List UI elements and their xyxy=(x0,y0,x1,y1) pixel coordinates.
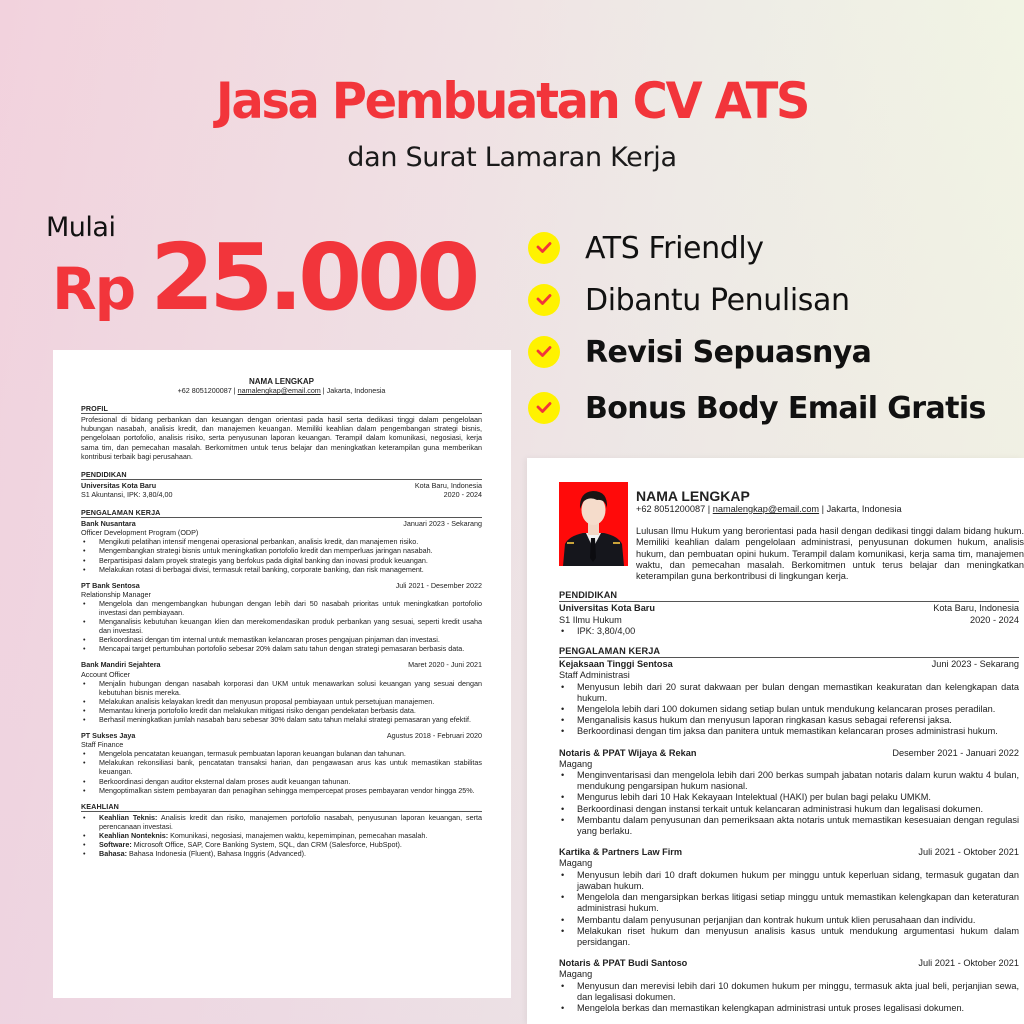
job-role: Relationship Manager xyxy=(81,589,151,599)
edu-period: 2020 - 2024 xyxy=(969,614,1019,625)
skill-item xyxy=(81,840,482,849)
job-bullet: • Berhasil meningkatkan jumlah nasabah baru sebesar 30% dalam satu tahun melalui strategi pemasaran yang efektif. xyxy=(81,715,482,724)
cv-email: namalengkap@email.com xyxy=(712,504,820,514)
price-amount: 25.000 xyxy=(150,224,476,331)
job-bullet: • Menjalin hubungan dengan nasabah korporasi dan UKM untuk menawarkan solusi keuangan yang sesuai dengan kebutuhan bisnis mereka. xyxy=(81,679,482,697)
job-company: Notaris & PPAT Budi Santoso xyxy=(559,958,688,969)
cv-sample-banking xyxy=(53,350,511,998)
check-icon xyxy=(528,392,560,424)
job-bullet: • Menyusun lebih dari 10 draft dokumen hukum per minggu untuk keperluan sidang, termasuk gugatan dan jawaban hukum. xyxy=(559,870,1019,892)
skill-item xyxy=(81,849,482,858)
cv-email: namalengkap@email.com xyxy=(237,386,321,396)
edu-period: 2020 - 2024 xyxy=(443,489,482,499)
job-company: Notaris & PPAT Wijaya & Rekan xyxy=(559,747,697,758)
cv-sample-law xyxy=(527,458,1024,1024)
job-bullet: • Menyusun dan merevisi lebih dari 10 dokumen hukum per minggu, termasuk akta jual beli, perjanjian sewa, dan legalisasi dokumen. xyxy=(559,981,1019,1003)
section-title-skills: KEAHLIAN xyxy=(81,802,482,812)
cv-name: NAMA LENGKAP xyxy=(636,488,750,504)
job-bullet: • Menginventarisasi dan mengelola lebih dari 200 berkas sumpah jabatan notaris dalam kurun waktu 4 bulan, mendukung pengarsipan hukum nasional. xyxy=(559,770,1019,792)
job-bullet: • Membantu dalam penyusunan perjanjian dan kontrak hukum untuk klien perusahaan dan individu. xyxy=(559,915,1019,926)
edu-degree: S1 Akuntansi, IPK: 3,80/4,00 xyxy=(81,489,173,499)
job-bullet: • Mengembangkan strategi bisnis untuk meningkatkan portofolio kredit dan memperluas jaringan nasabah. xyxy=(81,546,482,555)
job-period: Desember 2021 - Januari 2022 xyxy=(892,747,1019,758)
job-role: Magang xyxy=(559,969,593,980)
job-bullet: • Berkoordinasi dengan instansi terkait untuk kelancaran administrasi hukum dan legalisasi dokumen. xyxy=(559,804,1019,815)
cv-profile: Lulusan Ilmu Hukum yang berorientasi pada hasil dengan dedikasi tinggi dalam bidang hukum. Memiliki keahlian dalam pengelolaan administrasi, penyusunan dokumen hukum, analisis hukum, dan pembuatan opini hukum. Terampil dalam komunikasi, kerja sama tim, manajemen waktu, dan pemecahan masalah. Berkomitmen untuk terus belajar dan meningkatkan keterampilan guna berkontribusi di lingkungan kerja. xyxy=(636,526,1024,582)
skill-item xyxy=(81,813,482,831)
job-bullet: • Mengikuti pelatihan intensif mengenai operasional perbankan, analisis kredit, dan manajemen risiko. xyxy=(81,537,482,546)
section-title-experience: PENGALAMAN KERJA xyxy=(81,508,482,518)
cv-body xyxy=(559,590,1019,1014)
headline: Jasa Pembuatan CV ATS xyxy=(215,72,809,130)
job-role: Account Officer xyxy=(81,669,131,679)
job-role: Officer Development Program (ODP) xyxy=(81,528,199,538)
job-bullet: • Berkoordinasi dengan auditor eksternal dalam proses audit keuangan tahunan. xyxy=(81,777,482,786)
job-role: Staff Administrasi xyxy=(559,670,630,681)
job-period: Juni 2023 - Sekarang xyxy=(931,659,1019,670)
job-entry xyxy=(559,659,1019,737)
profile-photo xyxy=(559,482,628,566)
cv-location: | Jakarta, Indonesia xyxy=(819,504,902,514)
skill-label: Software: xyxy=(99,840,132,850)
job-entry xyxy=(559,958,1019,1014)
job-bullet: • Mencapai target pertumbuhan portofolio sebesar 20% dalam satu tahun dengan strategi pemasaran berbasis data. xyxy=(81,644,482,653)
job-company: PT Sukses Jaya xyxy=(81,731,136,741)
price xyxy=(52,224,475,331)
job-bullet: • Memantau kinerja portofolio kredit dan melakukan mitigasi risiko dengan pendekatan berbasis data. xyxy=(81,706,482,715)
skill-label: Keahlian Nonteknis: xyxy=(99,831,169,841)
job-period: Maret 2020 - Juni 2021 xyxy=(408,660,482,670)
edu-location: Kota Baru, Indonesia xyxy=(414,480,482,490)
section-title-profile: PROFIL xyxy=(81,404,482,414)
job-entry xyxy=(81,660,482,724)
job-period: Agustus 2018 - Februari 2020 xyxy=(386,731,482,741)
edu-school: Universitas Kota Baru xyxy=(559,603,655,614)
skill-text: Bahasa Indonesia (Fluent), Bahasa Inggris (Advanced). xyxy=(126,849,306,859)
feature-label: Dibantu Penulisan xyxy=(585,282,850,318)
job-bullet: • Menyusun lebih dari 20 surat dakwaan per bulan dengan memastikan keakuratan dan kelengkapan data hukum. xyxy=(559,682,1019,704)
job-company: Kartika & Partners Law Firm xyxy=(559,847,683,858)
job-company: Bank Mandiri Sejahtera xyxy=(81,660,161,670)
section-title-education: PENDIDIKAN xyxy=(81,470,482,480)
job-bullet: • Berkoordinasi dengan tim internal untuk memastikan kelancaran proses pengajuan pinjaman dan investasi. xyxy=(81,635,482,644)
skill-text: Microsoft Office, SAP, Core Banking System, SQL, dan CRM (Salesforce, HubSpot). xyxy=(131,840,402,850)
job-role: Magang xyxy=(559,758,593,769)
skill-label: Keahlian Teknis: xyxy=(99,812,158,822)
cv-phone: +62 8051200087 | xyxy=(636,504,713,514)
feature-label: Bonus Body Email Gratis xyxy=(585,390,986,426)
cv-header-info xyxy=(636,482,1024,582)
job-bullet: • Melakukan rekonsiliasi bank, pencatatan transaksi harian, dan pengawasan arus kas untuk memastikan stabilitas keuangan. xyxy=(81,758,482,776)
job-entry xyxy=(559,847,1019,948)
job-bullet: • Menganalisis kebutuhan keuangan klien dan merekomendasikan produk perbankan yang sesuai, seperti kredit usaha dan investasi. xyxy=(81,617,482,635)
edu-degree: S1 Ilmu Hukum xyxy=(559,614,622,625)
job-period: Juli 2021 - Desember 2022 xyxy=(395,580,482,590)
cv-header xyxy=(559,482,1024,582)
price-currency: Rp xyxy=(52,255,135,323)
job-period: Juli 2021 - Oktober 2021 xyxy=(918,847,1019,858)
job-period: Juli 2021 - Oktober 2021 xyxy=(918,958,1019,969)
cv-profile: Profesional di bidang perbankan dan keuangan dengan orientasi pada hasil serta dedikasi tinggi dalam pengelolaan hubungan nasabah, analisis kredit, dan manajemen keuangan. Memiliki keahlian dalam pengembangan strategi bisnis, pengelolaan portofolio, analisis risiko, serta penyusunan laporan keuangan. Terampil dalam komunikasi, negosiasi, kerja sama tim, dan pemecahan masalah. Berkomitmen untuk terus belajar dan meningkatkan keterampilan guna memberikan kontribusi terbaik bagi perusahaan. xyxy=(81,415,482,461)
check-icon xyxy=(528,336,560,368)
job-company: PT Bank Sentosa xyxy=(81,580,140,590)
check-icon xyxy=(528,232,560,264)
job-bullet: • Mengelola berkas dan memastikan kelengkapan administrasi untuk proses legalisasi dokumen. xyxy=(559,1003,1019,1014)
job-company: Kejaksaan Tinggi Sentosa xyxy=(559,659,673,670)
job-entry xyxy=(81,519,482,574)
job-bullet: • Mengoptimalkan sistem pembayaran dan penagihan sehingga mempercepat proses pembayaran vendor hingga 25%. xyxy=(81,786,482,795)
feature-item xyxy=(528,326,986,378)
job-bullet: • Melakukan rotasi di berbagai divisi, termasuk retail banking, corporate banking, dan risk management. xyxy=(81,565,482,574)
job-bullet: • Berkoordinasi dengan tim jaksa dan panitera untuk memastikan kelancaran proses administrasi hukum. xyxy=(559,726,1019,737)
job-company: Bank Nusantara xyxy=(81,519,136,529)
feature-label: ATS Friendly xyxy=(585,230,764,266)
job-bullet: • Mengelola dan mengembangkan hubungan dengan lebih dari 50 nasabah prioritas untuk meningkatkan portofolio investasi dan pembiayaan. xyxy=(81,599,482,617)
subheadline: dan Surat Lamaran Kerja xyxy=(347,142,677,173)
edu-gpa: • IPK: 3,80/4,00 xyxy=(559,626,1019,637)
job-entry xyxy=(81,581,482,654)
cv-name: NAMA LENGKAP xyxy=(248,377,315,386)
edu-location: Kota Baru, Indonesia xyxy=(933,603,1019,614)
price-prefix: Mulai xyxy=(46,212,116,243)
skill-text: Analisis kredit dan risiko, manajemen portofolio nasabah, penyusunan laporan keuangan, serta perencanaan investasi. xyxy=(99,812,482,831)
skill-text: Komunikasi, negosiasi, manajemen waktu, kepemimpinan, pemecahan masalah. xyxy=(168,831,428,841)
job-entry xyxy=(81,731,482,795)
edu-school: Universitas Kota Baru xyxy=(81,480,157,490)
feature-label: Revisi Sepuasnya xyxy=(585,334,872,370)
cv-phone: +62 8051200087 | xyxy=(177,386,238,396)
section-title-education: PENDIDIKAN xyxy=(559,590,1019,602)
job-role: Magang xyxy=(559,858,593,869)
job-entry xyxy=(559,748,1019,838)
job-bullet: • Berpartisipasi dalam proyek strategis yang berfokus pada digital banking dan inovasi produk keuangan. xyxy=(81,556,482,565)
job-bullet: • Mengelola pencatatan keuangan, termasuk pembuatan laporan keuangan bulanan dan tahunan. xyxy=(81,749,482,758)
feature-list xyxy=(528,222,986,434)
cv-location: | Jakarta, Indonesia xyxy=(320,386,386,396)
feature-item xyxy=(528,274,986,326)
skill-item xyxy=(81,831,482,840)
skill-label: Bahasa: xyxy=(99,849,127,859)
job-bullet: • Mengurus lebih dari 10 Hak Kekayaan Intelektual (HAKI) per bulan bagi pelaku UMKM. xyxy=(559,792,1019,803)
cv-contact xyxy=(636,504,1024,515)
feature-item xyxy=(528,382,986,434)
job-bullet: • Mengelola lebih dari 100 dokumen sidang setiap bulan untuk mendukung kelancaran proses peradilan. xyxy=(559,704,1019,715)
job-bullet: • Melakukan analisis kelayakan kredit dan menyusun proposal pembiayaan untuk persetujuan manajemen. xyxy=(81,697,482,706)
job-bullet: • Melakukan riset hukum dan menyusun analisis kasus untuk mendukung argumentasi hukum dalam persidangan. xyxy=(559,926,1019,948)
job-role: Staff Finance xyxy=(81,740,124,750)
cv-contact xyxy=(81,386,482,395)
job-bullet: • Membantu dalam penyusunan dan pemeriksaan akta notaris untuk memastikan kesesuaian dengan regulasi yang berlaku. xyxy=(559,815,1019,837)
job-bullet: • Menganalisis kasus hukum dan menyusun laporan ringkasan kasus sebagai referensi jaksa. xyxy=(559,715,1019,726)
check-icon xyxy=(528,284,560,316)
job-bullet: • Mengelola dan mengarsipkan berkas litigasi setiap minggu untuk memastikan kelengkapan dan keteraturan administrasi hukum. xyxy=(559,892,1019,914)
feature-item xyxy=(528,222,986,274)
job-period: Januari 2023 - Sekarang xyxy=(403,519,482,529)
section-title-experience: PENGALAMAN KERJA xyxy=(559,646,1019,658)
